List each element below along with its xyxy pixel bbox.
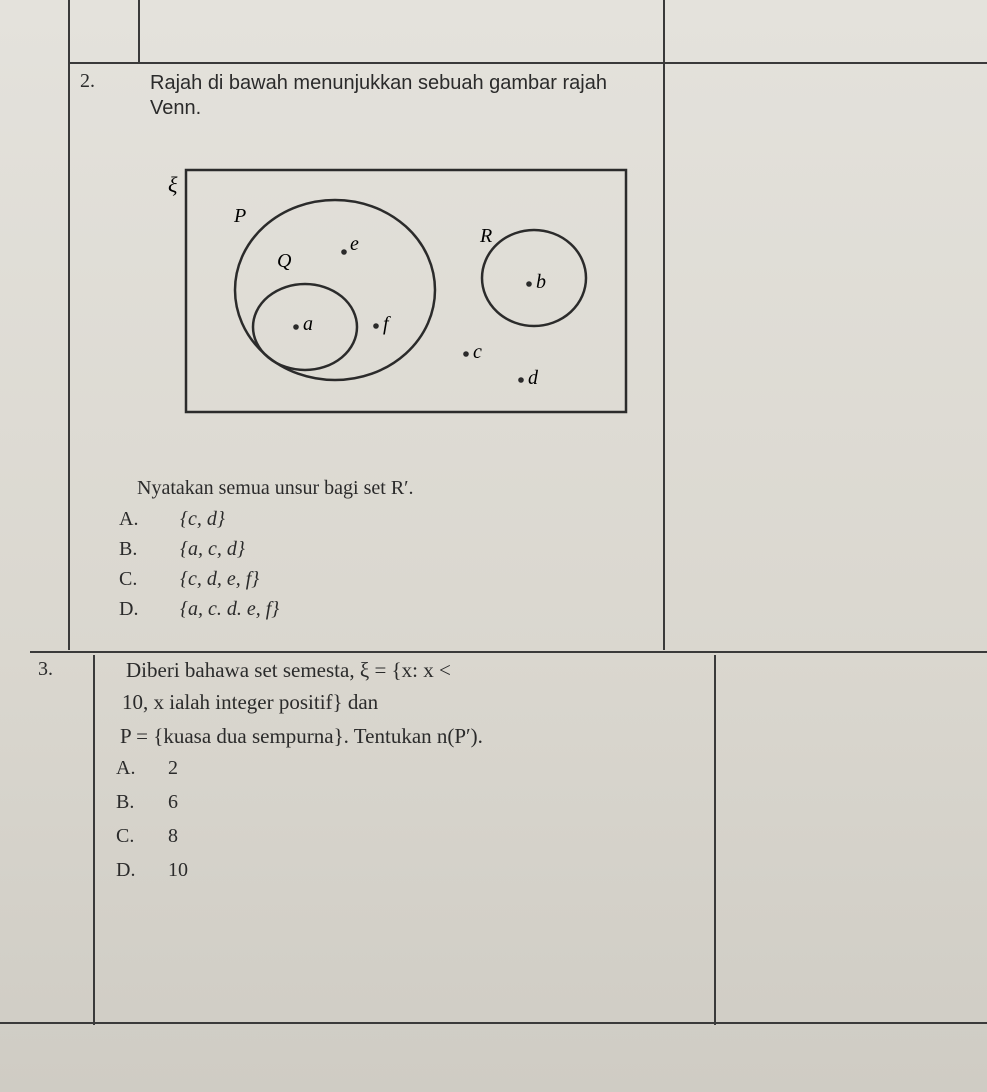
grid-line-left	[68, 0, 70, 650]
q2-option-a-letter: A.	[119, 508, 139, 530]
question-3-number: 3.	[38, 658, 53, 680]
grid-line-left-lower	[93, 655, 95, 1025]
element-a-label: a	[303, 313, 313, 335]
q3-option-c-value[interactable]: 8	[168, 825, 178, 847]
q3-option-d-value[interactable]: 10	[168, 859, 188, 881]
element-b-label: b	[536, 271, 546, 293]
grid-line-right	[663, 0, 665, 650]
universal-set-label: ξ	[168, 172, 178, 197]
element-c-label: c	[473, 341, 482, 363]
question-2-number: 2.	[80, 70, 95, 92]
grid-line-col	[138, 0, 140, 62]
element-d-label: d	[528, 367, 538, 389]
grid-line-right-lower	[714, 655, 716, 1025]
q2-option-b-letter: B.	[119, 538, 138, 560]
element-c-dot	[463, 351, 469, 357]
q2-option-c-letter: C.	[119, 568, 138, 590]
question-3-line-3: P = {kuasa dua sempurna}. Tentukan n(P′).	[120, 724, 483, 748]
element-f-dot	[373, 323, 379, 329]
venn-diagram	[150, 160, 640, 420]
element-b-dot	[526, 281, 532, 287]
q2-option-d-value[interactable]: {a, c. d. e, f}	[180, 598, 280, 620]
q3-option-b-letter: B.	[116, 791, 135, 813]
element-e-dot	[341, 249, 347, 255]
q2-option-b-value[interactable]: {a, c, d}	[180, 538, 245, 560]
universal-set-box	[186, 170, 626, 412]
grid-line-row-mid	[30, 651, 987, 653]
set-q-label: Q	[277, 250, 292, 272]
q3-option-d-letter: D.	[116, 859, 136, 881]
grid-line-row-bottom	[0, 1022, 987, 1024]
set-p-label: P	[234, 205, 247, 227]
q2-option-c-value[interactable]: {c, d, e, f}	[180, 568, 260, 590]
element-e-label: e	[350, 233, 359, 255]
element-d-dot	[518, 377, 524, 383]
element-f-label: f	[383, 313, 389, 335]
q3-option-a-letter: A.	[116, 757, 136, 779]
grid-line-row-top	[68, 62, 987, 64]
element-a-dot	[293, 324, 299, 330]
q3-option-b-value[interactable]: 6	[168, 791, 178, 813]
set-r-circle	[482, 230, 586, 326]
question-3-line-2: 10, x ialah integer positif} dan	[122, 690, 379, 714]
question-2-line-1: Rajah di bawah menunjukkan sebuah gambar rajah	[150, 72, 607, 94]
q3-option-c-letter: C.	[116, 825, 135, 847]
question-3-line-1: Diberi bahawa set semesta, ξ = {x: x <	[126, 658, 451, 682]
q3-option-a-value[interactable]: 2	[168, 757, 178, 779]
question-2-prompt: Nyatakan semua unsur bagi set R′.	[137, 477, 414, 499]
set-r-label: R	[480, 225, 493, 247]
q2-option-d-letter: D.	[119, 598, 139, 620]
question-2-line-2: Venn.	[150, 97, 202, 119]
q2-option-a-value[interactable]: {c, d}	[180, 508, 225, 530]
